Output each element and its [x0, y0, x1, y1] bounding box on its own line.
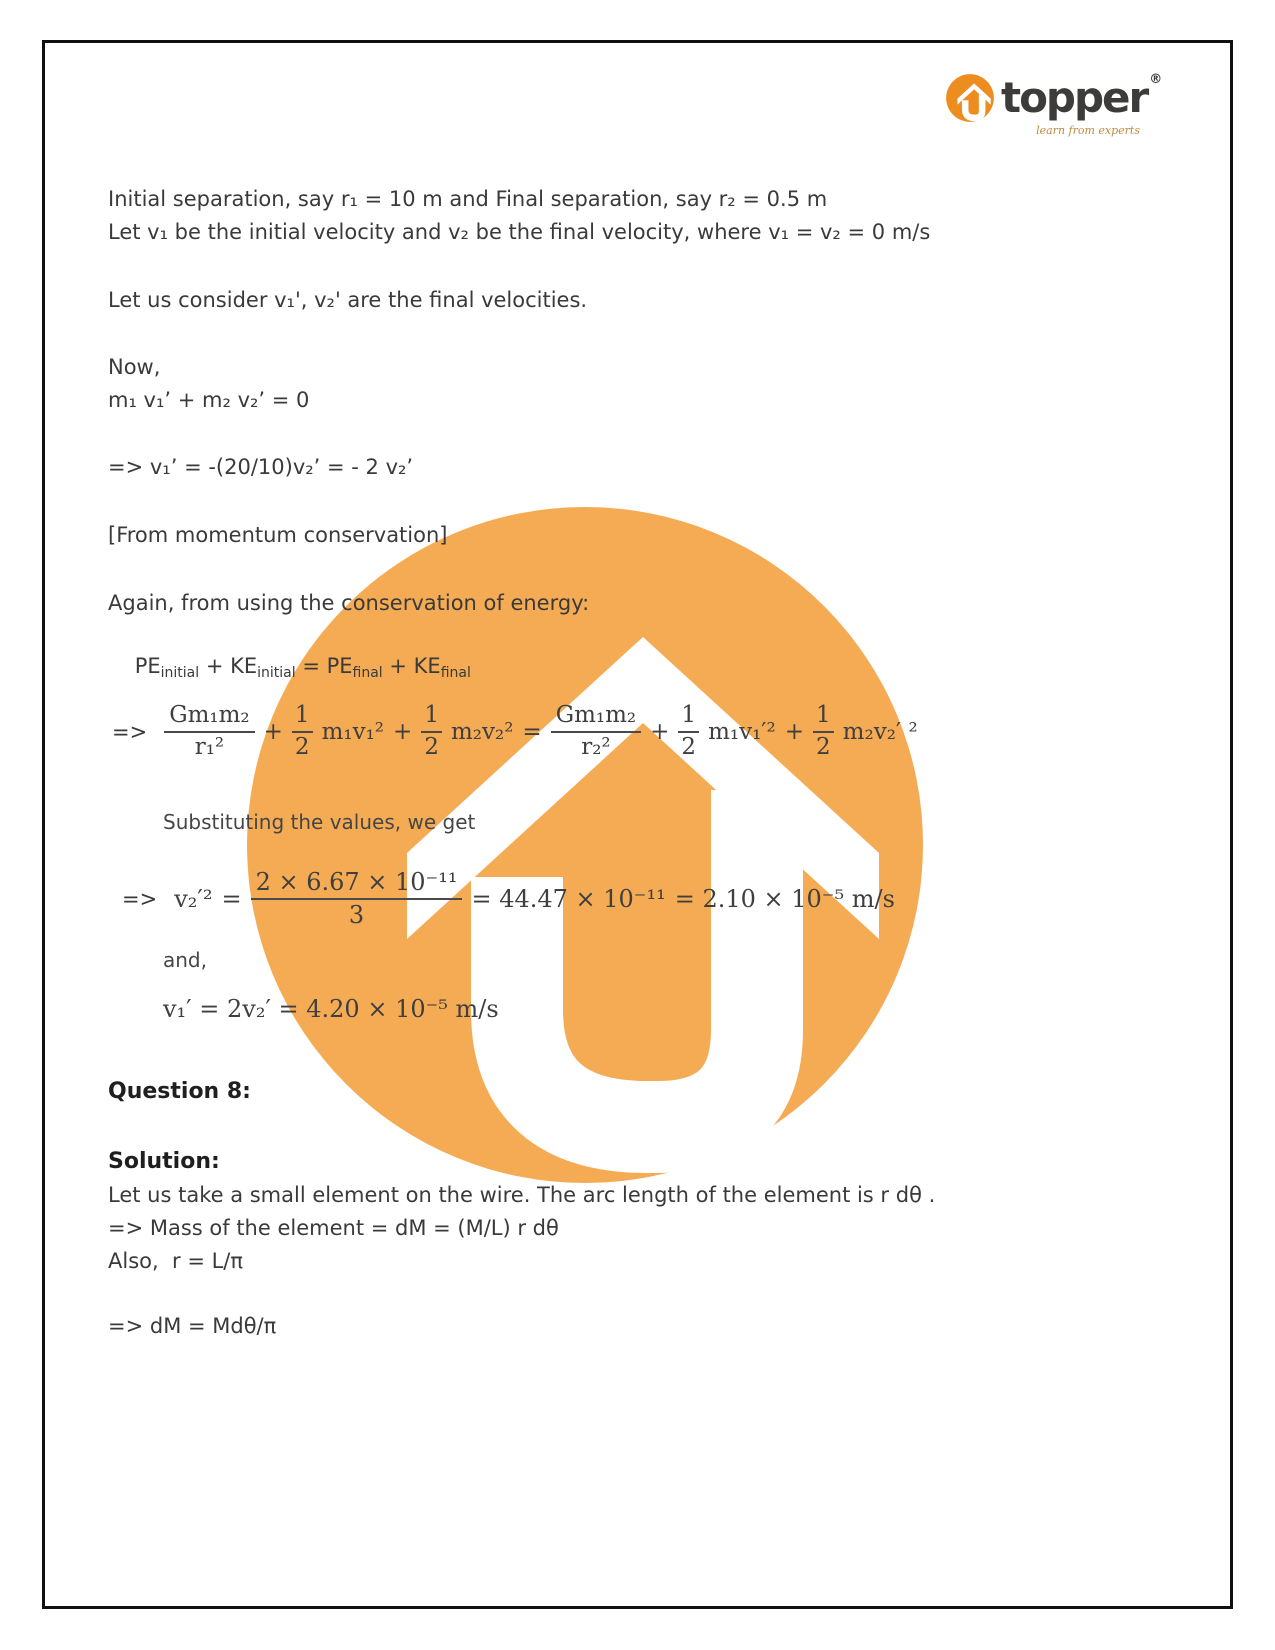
fraction-one-half: [813, 702, 834, 761]
fraction-denominator: 3: [348, 900, 365, 929]
fraction-denominator: r₂²: [581, 733, 611, 760]
subscript-initial-2: initial: [257, 665, 296, 682]
text-solution-line1: Let us take a small element on the wire. The arc length of the element is r dθ .: [108, 1183, 936, 1207]
plus-operator: +: [393, 718, 413, 745]
fraction-denominator: 2: [681, 733, 697, 760]
energy-conservation-equation: [112, 702, 918, 761]
v1-result-equation: [163, 995, 499, 1023]
text-solution-line3: Also, r = L/π: [108, 1249, 244, 1273]
math-intermediate-value: = 44.47 × 10⁻¹¹: [471, 884, 666, 913]
implies-symbol: =>: [112, 719, 148, 744]
text-and: and,: [163, 948, 207, 972]
pe-final-label: = PE: [295, 654, 353, 679]
math-term-v1-result: v₁′ = 2v₂′ = 4.20 × 10⁻⁵ m/s: [163, 995, 499, 1023]
fraction-numerator: 1: [813, 702, 834, 733]
equals-operator: =: [221, 884, 242, 913]
fraction-one-half: [678, 702, 699, 761]
text-solution-line2: => Mass of the element = dM = (M/L) r dθ: [108, 1216, 559, 1240]
fraction-numerator: 1: [421, 702, 442, 733]
logo-wordmark-text: topper: [1001, 73, 1148, 122]
logo-tagline: learn from experts: [1036, 124, 1140, 137]
fraction-denominator: 2: [816, 733, 831, 760]
fraction-one-half: [292, 702, 313, 761]
text-now: Now,: [108, 355, 161, 379]
fraction-numerator: Gm₁m₂: [164, 702, 254, 733]
text-initial-separation: Initial separation, say r₁ = 10 m and Final separation, say r₂ = 0.5 m: [108, 187, 828, 211]
subscript-initial: initial: [160, 665, 200, 682]
v2-result-equation: [122, 868, 895, 930]
math-term-v2-squared: v₂′²: [174, 884, 213, 913]
fraction-denominator: r₁²: [194, 733, 225, 760]
math-term-m1v1: m₁v₁²: [321, 718, 385, 745]
logo-wordmark: [1001, 72, 1163, 122]
equals-operator: =: [522, 718, 542, 745]
fraction-numerator: Gm₁m₂: [551, 702, 641, 733]
topper-logo-icon: [946, 74, 994, 122]
brand-logo: [946, 74, 1162, 122]
math-term-m2v2: m₂v₂²: [450, 718, 514, 745]
text-v1-relation: => v₁’ = -(20/10)v₂’ = - 2 v₂’: [108, 455, 414, 479]
text-pe-ke-equation: [108, 621, 471, 714]
ke-final-label: + KE: [382, 654, 441, 679]
fraction-numerator: 2 × 6.67 × 10⁻¹¹: [251, 868, 463, 900]
fraction-numerator: 1: [678, 702, 699, 733]
fraction-one-half: [421, 702, 442, 761]
fraction-numeric: [251, 868, 463, 930]
fraction-gm1m2-r1: [164, 702, 254, 761]
text-solution-line4: => dM = Mdθ/π: [108, 1314, 277, 1338]
math-final-value: = 2.10 × 10⁻⁵ m/s: [674, 884, 895, 913]
registered-mark: ®: [1149, 72, 1163, 87]
fraction-gm1m2-r2: [551, 702, 641, 761]
text-energy-intro: Again, from using the conservation of energy:: [108, 591, 590, 615]
ke-initial-label: + KE: [199, 654, 258, 679]
fraction-denominator: 2: [294, 733, 310, 760]
text-initial-velocity: Let v₁ be the initial velocity and v₂ be the final velocity, where v₁ = v₂ = 0 m/s: [108, 220, 931, 244]
text-momentum-equation: m₁ v₁’ + m₂ v₂’ = 0: [108, 388, 310, 412]
subscript-final: final: [352, 665, 383, 682]
pe-initial-label: PE: [134, 654, 161, 679]
implies-symbol: =>: [122, 886, 158, 911]
subscript-final-2: final: [440, 665, 471, 682]
fraction-denominator: 2: [424, 733, 439, 760]
math-term-m2v2-prime: m₂v₂′ ²: [842, 718, 918, 745]
question-8-heading: Question 8:: [108, 1079, 251, 1104]
text-consider-velocities: Let us consider v₁', v₂' are the final velocities.: [108, 288, 588, 312]
fraction-numerator: 1: [292, 702, 313, 733]
text-substituting: Substituting the values, we get: [163, 810, 476, 834]
plus-operator: +: [650, 718, 670, 745]
text-momentum-note: [From momentum conservation]: [108, 523, 448, 547]
solution-heading: Solution:: [108, 1149, 220, 1174]
math-term-m1v1-prime: m₁v₁′²: [708, 718, 776, 745]
plus-operator: +: [263, 718, 283, 745]
plus-operator: +: [784, 718, 805, 745]
